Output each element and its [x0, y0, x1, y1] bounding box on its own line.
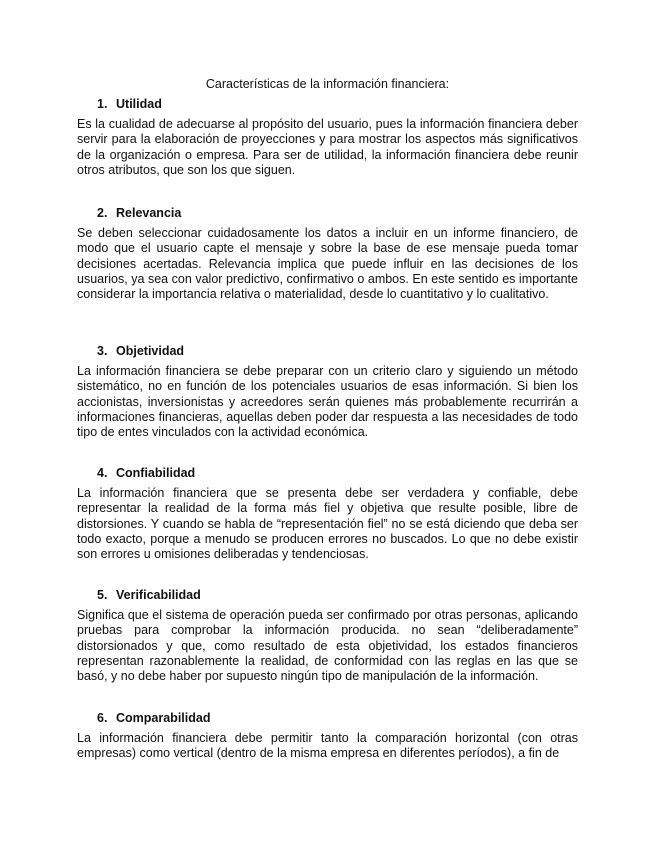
section-number: 2. [97, 206, 108, 220]
section-paragraph: Es la cualidad de adecuarse al propósito del usuario, pues la información financiera deber servir para la elaboración de proyecciones y para mostrar los aspectos más significativos de la organización o empresa. Para ser de utilidad, la información financiera debe reunir otros atributos, que son los que siguen. [77, 117, 578, 177]
section-heading [77, 710, 578, 727]
section-number: 6. [97, 711, 108, 725]
section-comparabilidad [77, 710, 578, 762]
section-number: 1. [97, 97, 108, 111]
section-title: Relevancia [116, 206, 182, 220]
section-confiabilidad [77, 465, 578, 562]
section-paragraph: La información financiera debe permitir tanto la comparación horizontal (con otras empresas) como vertical (dentro de la misma empresa en diferentes períodos), a fin de [77, 731, 578, 761]
section-heading [77, 343, 578, 360]
section-heading [77, 96, 578, 113]
section-paragraph: La información financiera que se presenta debe ser verdadera y confiable, debe representar la realidad de la forma más fiel y objetiva que resulte posible, libre de distorsiones. Y cuando se habla de “representación fiel” no se está diciendo que deba ser todo exacto, porque a menudo se producen errores no buscados. Lo que no debe existir son errores u omisiones deliberadas y tendenciosas. [77, 486, 578, 562]
section-number: 3. [97, 344, 108, 358]
section-title: Objetividad [116, 344, 185, 358]
section-utilidad [77, 96, 578, 178]
section-paragraph: Se deben seleccionar cuidadosamente los datos a incluir en un informe financiero, de modo que el usuario capte el mensaje y sobre la base de ese mensaje pueda tomar decisiones acertadas. Relevancia implica que puede influir en las decisiones de los usuarios, ya sea con valor predictivo, confirmativo o ambos. En este sentido es importante considerar la importancia relativa o materialidad, desde lo cuantitativo y lo cualitativo. [77, 226, 578, 302]
section-paragraph: La información financiera se debe preparar con un criterio claro y siguiendo un método sistemático, no en función de los potenciales usuarios de esas información. Si bien los accionistas, inversionistas y acreedores serán quienes más probablemente recurrirán a informaciones financieras, aquellas deben poder dar respuesta a las necesidades de todo tipo de entes vinculados con la actividad económica. [77, 364, 578, 440]
section-title: Verificabilidad [116, 588, 201, 602]
section-heading [77, 587, 578, 604]
section-title: Utilidad [116, 97, 162, 111]
section-title: Comparabilidad [116, 711, 211, 725]
section-title: Confiabilidad [116, 466, 196, 480]
section-heading [77, 205, 578, 222]
document-title: Características de la información financiera: [205, 77, 450, 91]
section-relevancia [77, 205, 578, 302]
section-number: 4. [97, 466, 108, 480]
section-verificabilidad [77, 587, 578, 684]
section-number: 5. [97, 588, 108, 602]
section-heading [77, 465, 578, 482]
section-paragraph: Significa que el sistema de operación pueda ser confirmado por otras personas, aplicando pruebas para comprobar la información producida. no sean “deliberadamente” distorsionados y que, como resultado de esta objetividad, los estados financieros representan razonablemente la realidad, de conformidad con las reglas en las que se basó, y no debe haber por supuesto ningún tipo de manipulación de la información. [77, 608, 578, 684]
section-objetividad [77, 343, 578, 440]
